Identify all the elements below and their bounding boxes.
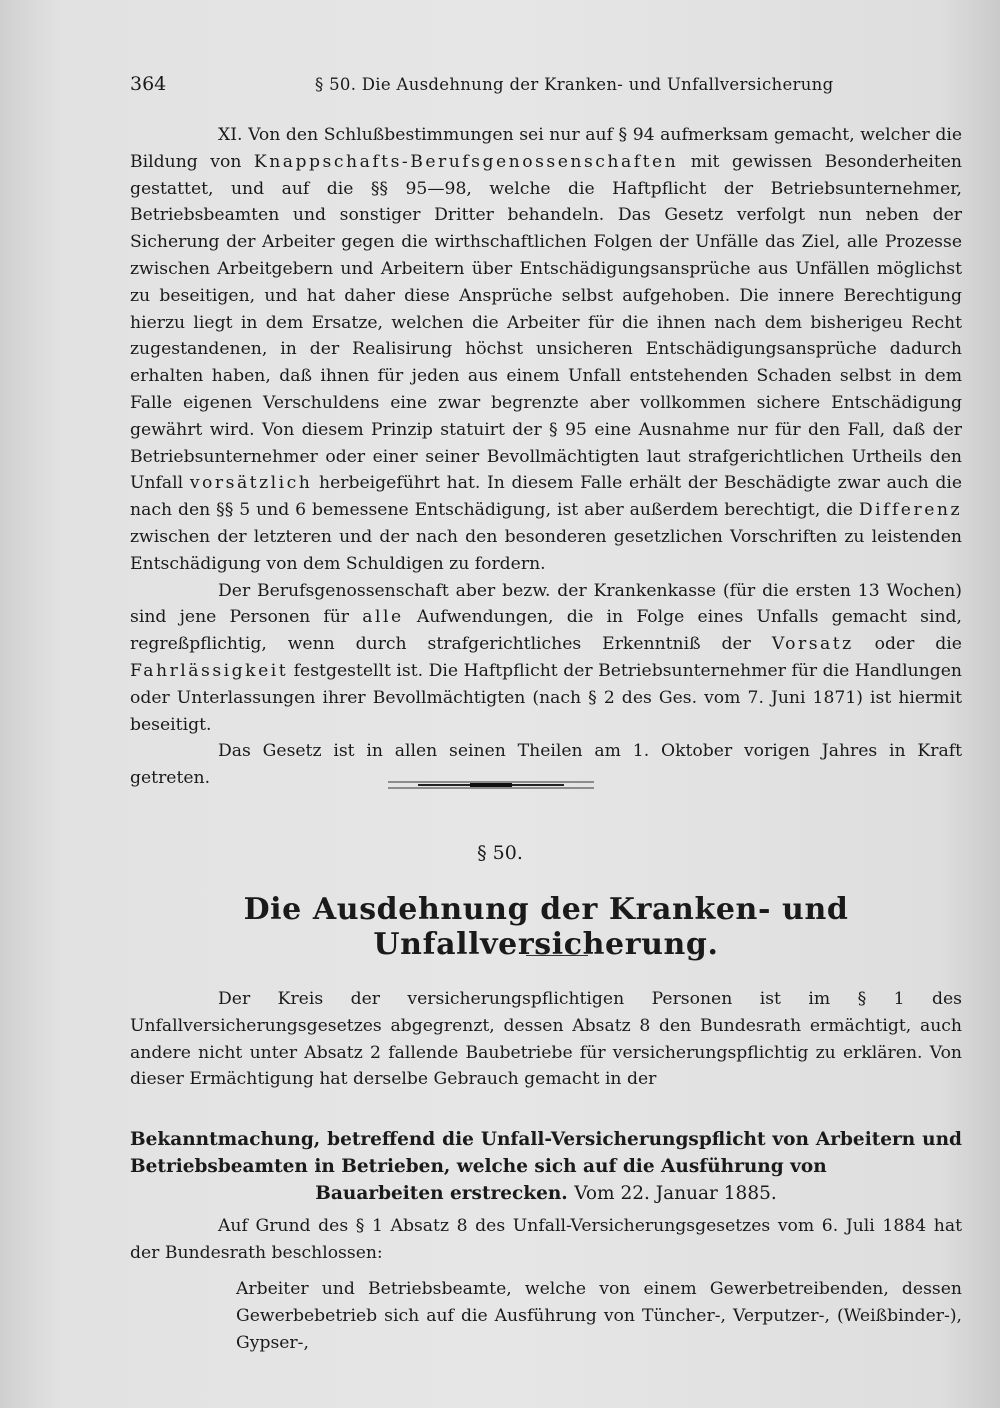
paragraph: Arbeiter und Betriebsbeamte, welche von einem Gewerbetreibenden, dessen Gewerbebetrieb sich auf die Ausführung von Tüncher-, Verputzer-, (Weißbinder-), Gypser-, <box>236 1279 962 1353</box>
notice-heading <box>130 1126 962 1207</box>
text-run: herbeigeführt hat. In diesem Falle erhält der Beschädigte zwar auch die nach den §§ 5 und 6 bemessene Entschädigung, ist aber außerdem berechtigt, die <box>130 473 962 521</box>
notice-provision <box>130 1276 962 1356</box>
notice-title-tail: Bauarbeiten erstrecken. <box>315 1183 568 1204</box>
text-run: zwischen der letzteren und der nach den besonderen gesetzlichen Vorschriften zu leistenden Entschädigung von dem Schuldigen zu fordern. <box>130 526 962 574</box>
section-50-intro <box>130 986 962 1093</box>
section-number: § 50. <box>477 842 523 864</box>
paragraph: Das Gesetz ist in allen seinen Theilen am 1. Oktober vorigen Jahres in Kraft getreten. <box>130 741 962 789</box>
paragraph: Der Kreis der versicherungspflichtigen Personen ist im § 1 des Unfallversicherungsgesetzes abgegrenzt, dessen Absatz 8 den Bundesrath ermächtigt, auch andere nicht unter Absatz 2 fallende Baubetriebe für versicherungspflichtig zu erklären. Von dieser Ermächtigung hat derselbe Gebrauch gemacht in der <box>130 989 962 1090</box>
emphasized-text: vorsätzlich <box>189 473 313 494</box>
section-title: Die Ausdehnung der Kranken- und Unfallversicherung. <box>243 892 849 962</box>
emphasized-text: Fahrlässigkeit <box>130 660 289 681</box>
page-header <box>130 73 960 103</box>
notice-date: Vom 22. Januar 1885. <box>574 1183 777 1204</box>
notice-body <box>130 1213 962 1267</box>
text-run: Aufwendungen, die in Folge eines Unfalls gemacht sind, regreßpflichtig, wenn durch strafgerichtliches Erkenntniß der <box>130 607 962 655</box>
paragraph <box>130 122 962 578</box>
title-rule <box>526 955 588 956</box>
text-run: Der Berufsgenossenschaft aber bezw. der Krankenkasse (für die ersten 13 Wochen) sind jene Personen für <box>130 580 962 628</box>
text-run: mit gewissen Besonderheiten gestattet, und auf die §§ 95—98, welche die Haftpflicht der Betriebsunternehmer, Betriebsbeamten und sonstiger Dritter behandeln. Das Gesetz verfolgt nun neben der Sicherung der Arbeiter gegen die wirthschaftlichen Folgen der Unfälle das Ziel, alle Prozesse zwischen Arbeitgebern und Arbeitern über Entschädigungsansprüche aus Unfällen möglichst zu beseitigen, und hat daher diese Ansprüche selbst aufgehoben. Die innere Berechtigung hierzu liegt in dem Ersatze, welchen die Arbeiter für die ihnen nach dem bisherigeu Recht zugestandenen, in der Realisirung höchst unsicheren Entschädigungsansprüche dadurch erhalten haben, daß ihnen für jeden aus einem Unfall entstehenden Schaden selbst in dem Falle eigenen Verschuldens eine zwar begrenzte aber vollkommen sichere Entschädigung gewährt wird. Von diesem Prinzip statuirt der § 95 eine Ausnahme nur für den Fall, daß der Betriebsunternehmer oder einer seiner Bevollmächtigten laut strafgerichtlichen Urtheils den Unfall <box>130 151 962 494</box>
paragraph: Auf Grund des § 1 Absatz 8 des Unfall-Versicherungsgesetzes vom 6. Juli 1884 hat der Bundesrath beschlossen: <box>130 1216 962 1263</box>
emphasized-text: Knappschafts-Berufsgenossenschaften <box>253 151 679 172</box>
text-run: festgestellt ist. Die Haftpflicht der Betriebsunternehmer für die Handlungen oder Unterlassungen ihrer Bevollmächtigten (nach § 2 des Ges. vom 7. Juni 1871) ist hiermit beseitigt. <box>130 660 962 735</box>
ornament-divider <box>388 779 594 791</box>
notice-title: Bekanntmachung, betreffend die Unfall-Versicherungspflicht von Arbeitern und Betriebsbeamten in Betrieben, welche sich auf die Ausführung von <box>130 1129 962 1177</box>
emphasized-text: Vorsatz <box>771 634 854 655</box>
page-number: 364 <box>130 73 167 95</box>
paragraph <box>130 578 962 739</box>
running-title: § 50. Die Ausdehnung der Kranken- und Unfallversicherung <box>315 75 834 94</box>
emphasized-text: alle <box>362 607 404 628</box>
emphasized-text: Differenz <box>858 500 962 521</box>
notice-title-end <box>130 1180 962 1207</box>
text-run: oder die <box>853 634 962 655</box>
section-xi-body <box>130 122 962 792</box>
text-run: XI. Von den Schlußbestimmungen sei nur auf § 94 aufmerksam gemacht, welcher die Bildung von <box>130 125 962 172</box>
